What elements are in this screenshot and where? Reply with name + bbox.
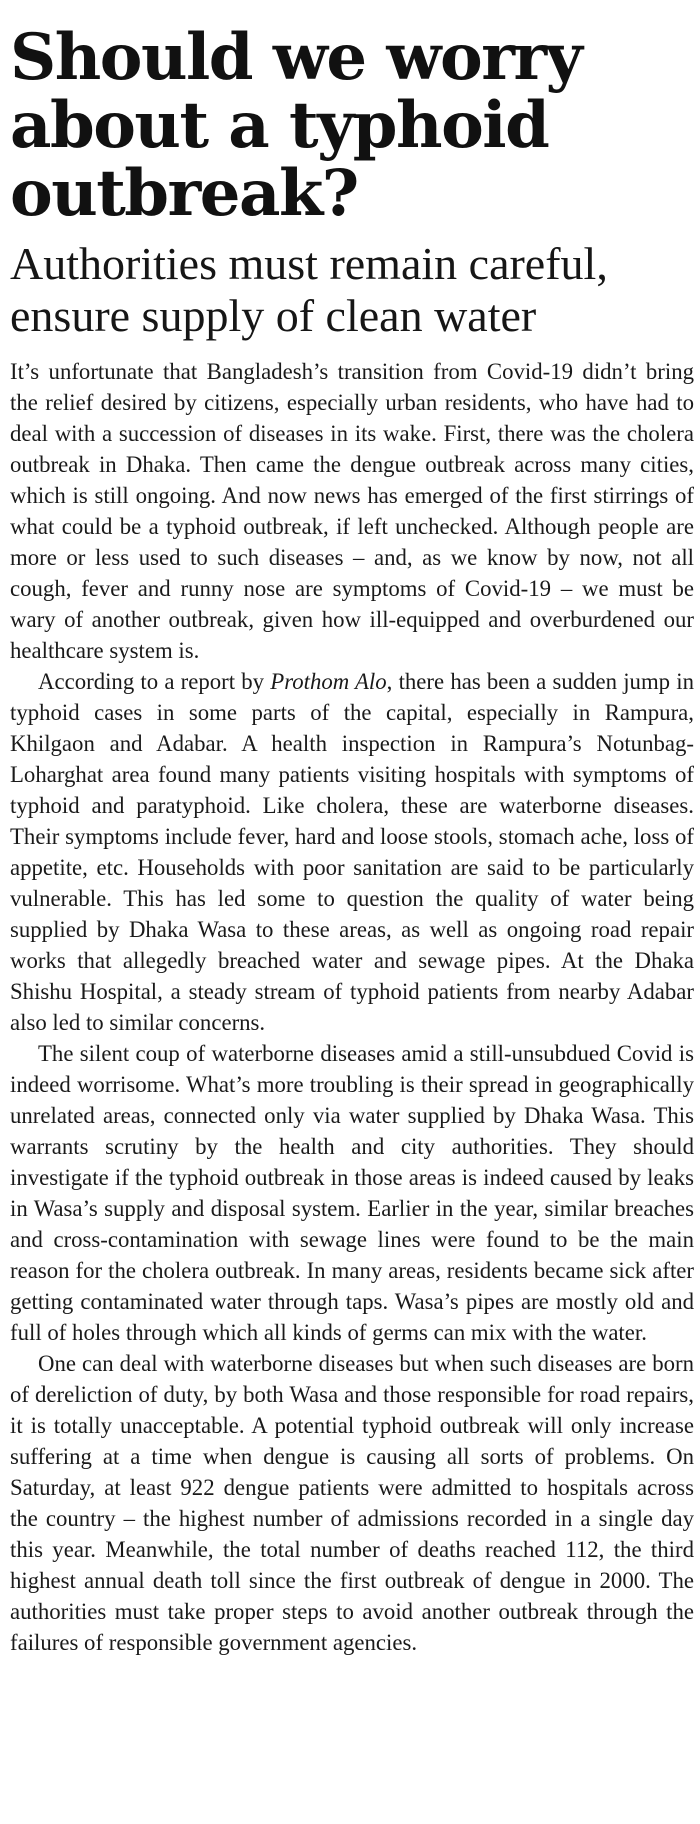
article-paragraph-4: One can deal with waterborne diseases but when such diseases are born of dereliction of duty, by both Wasa and those responsible for road repairs, it is totally unacceptable. A potential typhoid outbreak will only increase suffering at a time when dengue is causing all sorts of problems. On Saturday, at least 922 dengue patients were admitted to hospitals across the country – the highest number of admissions recorded in a single day this year. Meanwhile, the total number of deaths reached 112, the third highest annual death toll since the first outbreak of dengue in 2000. The authorities must take proper steps to avoid another outbreak through the failures of responsible government agencies. [10, 1351, 694, 1655]
article-paragraph-3: The silent coup of waterborne diseases amid a still-unsubdued Covid is indeed worrisome. What’s more troubling is their spread in geographically unrelated areas, connected only via water supplied by Dhaka Wasa. This warrants scrutiny by the health and city authorities. They should investigate if the typhoid outbreak in those areas is indeed caused by leaks in Wasa’s supply and disposal system. Earlier in the year, similar breaches and cross-contamination with sewage lines were found to be the main reason for the cholera outbreak. In many areas, residents became sick after getting contaminated water through taps. Wasa’s pipes are mostly old and full of holes through which all kinds of germs can mix with the water. [10, 1041, 694, 1345]
article [10, 20, 695, 1658]
article-headline: Should we worry about a typhoid outbreak? [10, 20, 582, 231]
publication-name: Prothom Alo [270, 669, 387, 694]
article-paragraph-2 [10, 666, 694, 1038]
paragraph-2-lead: According to a report by [38, 669, 271, 694]
article-subheadline: Authorities must remain careful, ensure supply of clean water [10, 238, 608, 341]
paragraph-2-rest: , there has been a sudden jump in typhoid cases in some parts of the capital, especially in Rampura, Khilgaon and Adabar. A health inspection in Rampura’s Notunbag-Loharghat area found many patients visiting hospitals with symptoms of typhoid and paratyphoid. Like cholera, these are waterborne diseases. Their symptoms include fever, hard and loose stools, stomach ache, loss of appetite, etc. Households with poor sanitation are said to be particularly vulnerable. This has led some to question the quality of water being supplied by Dhaka Wasa to these areas, as well as ongoing road repair works that allegedly breached water and sewage pipes. At the Dhaka Shishu Hospital, a steady stream of typhoid patients from nearby Adabar also led to similar concerns. [10, 669, 695, 1035]
article-paragraph-1: It’s unfortunate that Bangladesh’s transition from Covid-19 didn’t bring the relief desired by citizens, especially urban residents, who have had to deal with a succession of diseases in its wake. First, there was the cholera outbreak in Dhaka. Then came the dengue outbreak across many cities, which is still ongoing. And now news has emerged of the first stirrings of what could be a typhoid outbreak, if left unchecked. Although people are more or less used to such diseases – and, as we know by now, not all cough, fever and runny nose are symptoms of Covid-19 – we must be wary of another outbreak, given how ill-equipped and overburdened our healthcare system is. [10, 359, 694, 663]
